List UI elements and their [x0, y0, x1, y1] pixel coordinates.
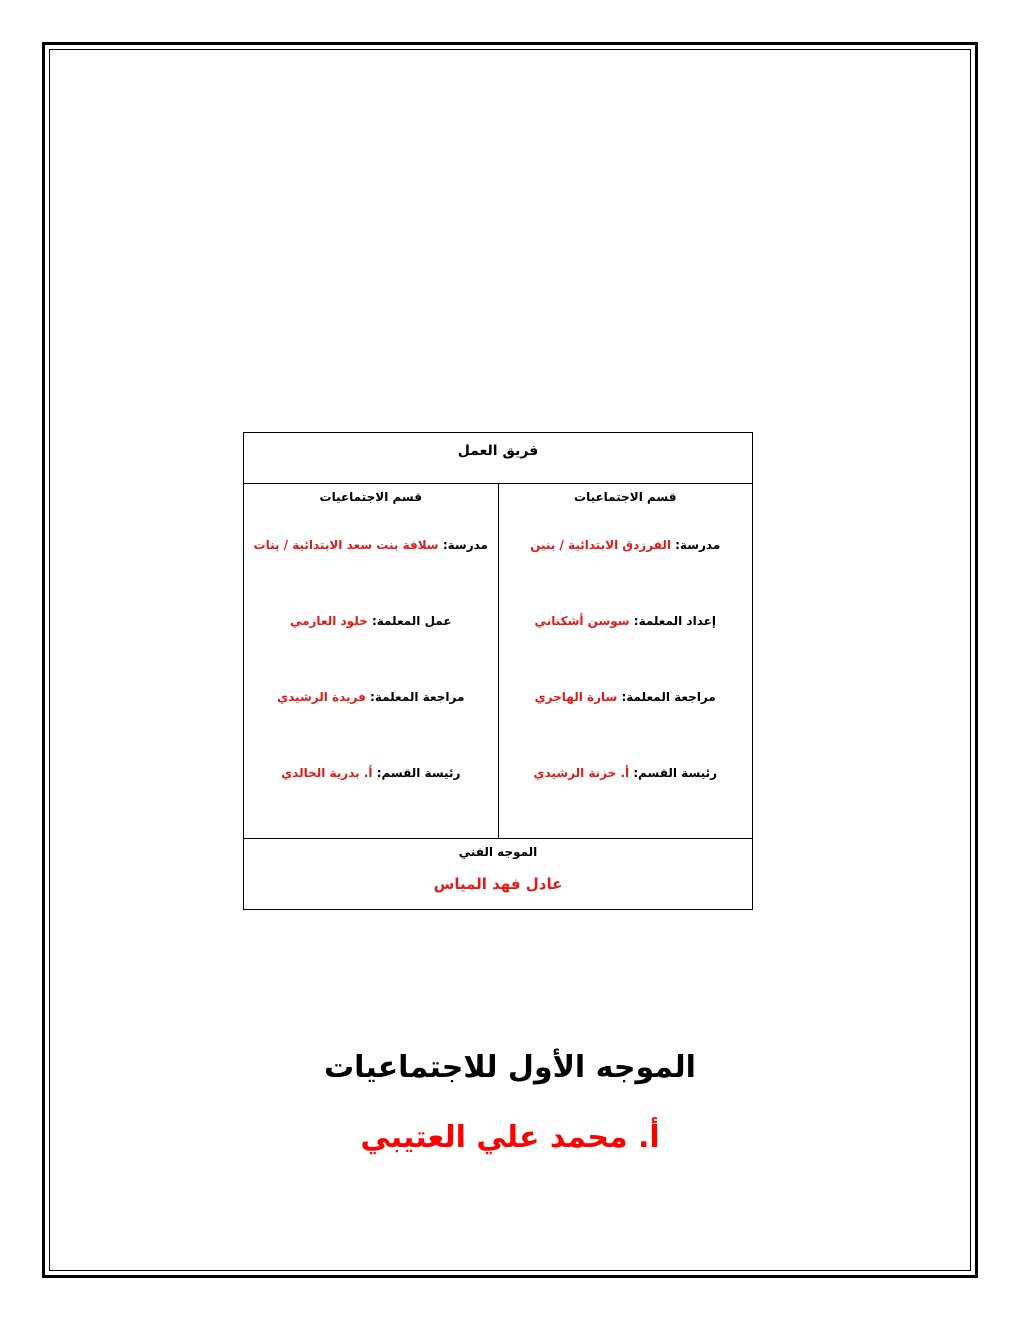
review-row: [499, 690, 753, 704]
team-column-right: [498, 484, 753, 839]
head-label: رئيسة القسم:: [376, 766, 461, 780]
head-value: أ. خزنة الرشيدي: [533, 766, 630, 780]
team-column-left: [244, 484, 499, 839]
team-title-cell: [244, 433, 753, 484]
review-value: فريدة الرشيدي: [277, 690, 366, 704]
prep-row: [244, 614, 498, 628]
prep-label: إعداد المعلمة:: [633, 614, 716, 628]
supervisor-label: الموجه الفني: [458, 845, 538, 859]
school-label: مدرسة:: [442, 538, 488, 552]
prep-value: خلود العازمي: [289, 614, 368, 628]
supervisor-cell: [244, 839, 753, 910]
school-label: مدرسة:: [675, 538, 721, 552]
prep-value: سوسن أشكناني: [534, 614, 630, 628]
school-value: سلافة بنت سعد الابتدائية / بنات: [253, 538, 439, 552]
prep-label: عمل المعلمة:: [371, 614, 452, 628]
supervisor-name: عادل فهد المياس: [433, 875, 563, 893]
school-value: الفرزدق الابتدائية / بنين: [530, 538, 671, 552]
first-supervisor-name: أ. محمد علي العتيبي: [360, 1120, 660, 1155]
review-label: مراجعة المعلمة:: [621, 690, 716, 704]
first-supervisor-title: الموجه الأول للاجتماعيات: [324, 1050, 696, 1085]
head-row: [244, 766, 498, 780]
prep-row: [499, 614, 753, 628]
team-title: فريق العمل: [457, 443, 539, 459]
department-label: قسم الاجتماعيات: [574, 490, 677, 504]
team-table: [243, 432, 753, 910]
department-label: قسم الاجتماعيات: [319, 490, 422, 504]
review-row: [244, 690, 498, 704]
head-row: [499, 766, 753, 780]
school-row: [244, 538, 498, 552]
review-value: سارة الهاجري: [534, 690, 618, 704]
head-label: رئيسة القسم:: [633, 766, 717, 780]
review-label: مراجعة المعلمة:: [370, 690, 465, 704]
head-value: أ. بدرية الخالدي: [281, 766, 373, 780]
school-row: [499, 538, 753, 552]
